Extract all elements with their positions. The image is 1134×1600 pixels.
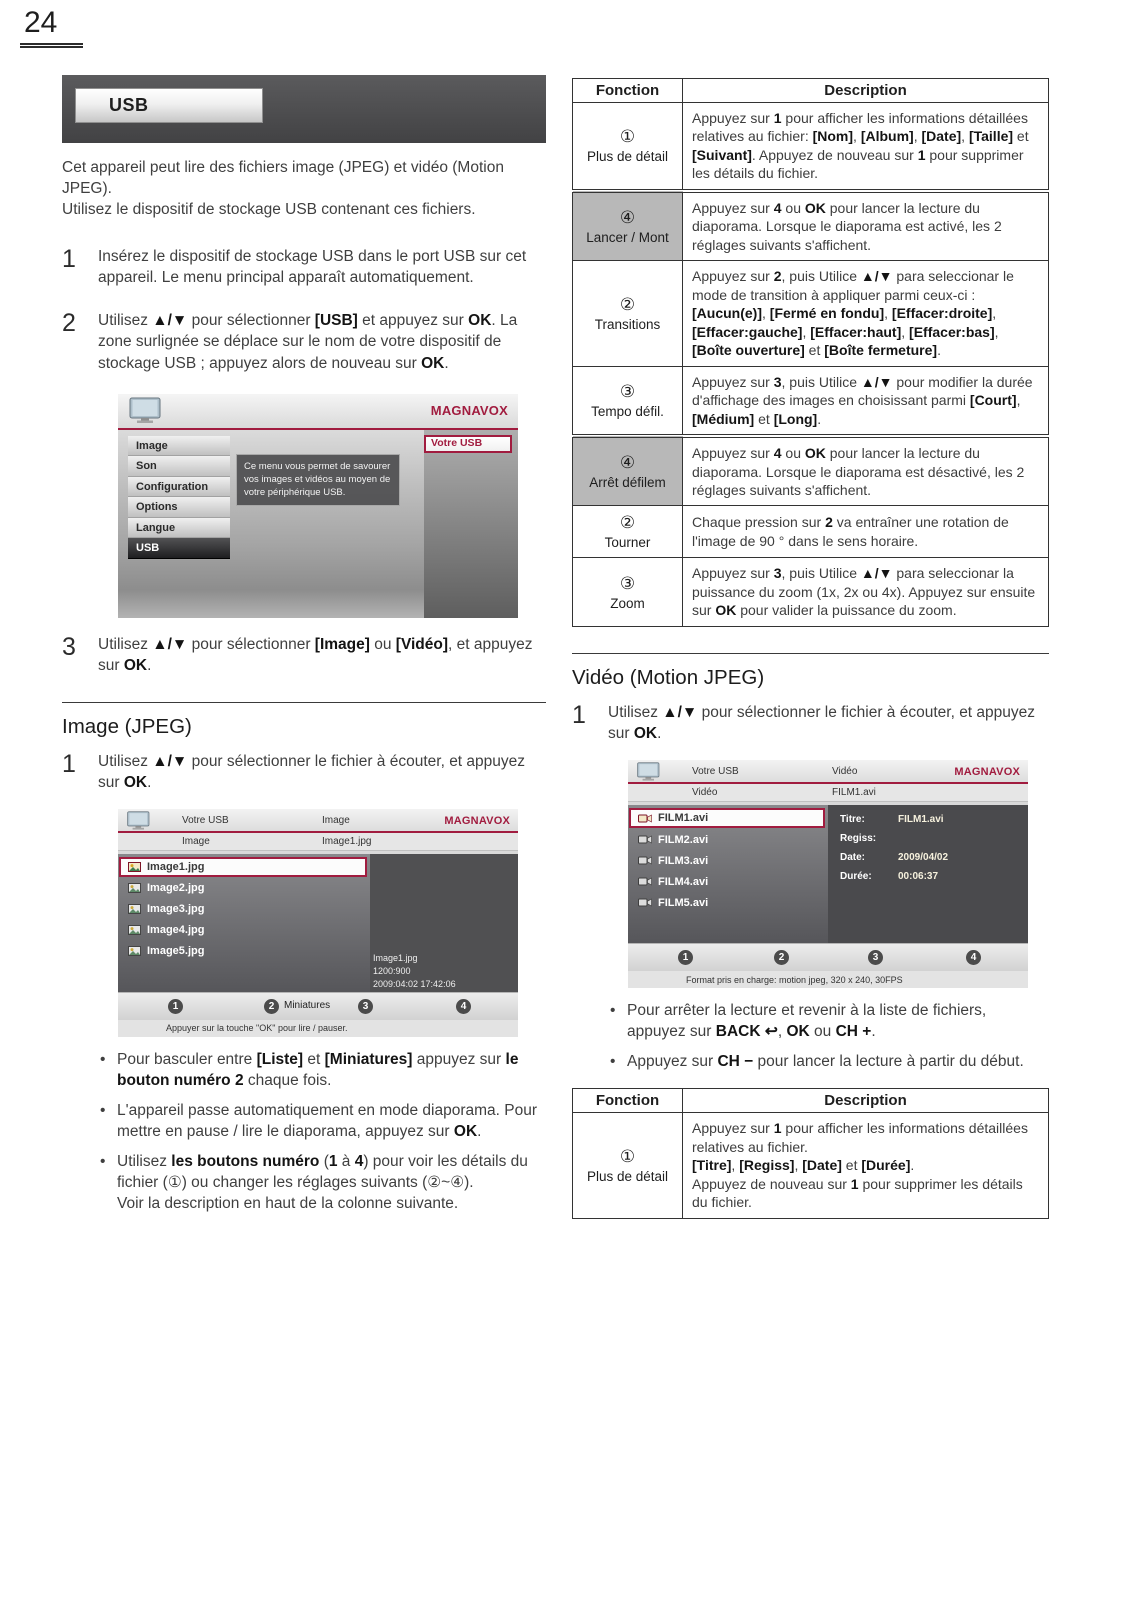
key-3-badge: 3 bbox=[868, 950, 883, 965]
bullet-marker bbox=[610, 1000, 627, 1042]
function-cell bbox=[573, 1113, 683, 1218]
browser-body bbox=[118, 854, 518, 992]
step-3 bbox=[62, 634, 546, 676]
bullet-marker bbox=[610, 1051, 627, 1072]
function-label: Transitions bbox=[594, 316, 661, 332]
usb-section-banner bbox=[62, 75, 546, 143]
photo-preview-info bbox=[373, 952, 506, 991]
info-value: 2009/04/02 bbox=[898, 852, 949, 863]
image-bullet-list bbox=[62, 1049, 546, 1215]
key-4-badge: 4 bbox=[456, 999, 471, 1014]
menu-item-usb-selected: USB bbox=[128, 538, 230, 559]
function-cell bbox=[573, 366, 683, 436]
tv-main-menu-list bbox=[128, 436, 230, 559]
video-step-1 bbox=[572, 702, 1049, 744]
tv-screenshot-image-browser bbox=[118, 809, 518, 1037]
info-label: Date: bbox=[840, 852, 866, 863]
function-cell bbox=[573, 103, 683, 191]
key-1-badge: 1 bbox=[678, 950, 693, 965]
key-3-badge: 3 bbox=[358, 999, 373, 1014]
preview-resolution: 1200:900 bbox=[373, 965, 411, 976]
circled-number: ① bbox=[619, 1146, 636, 1166]
image-function-table bbox=[572, 78, 1049, 627]
usb-tooltip: Ce menu vous permet de savourer vos images et vidéos au moyen de votre périphérique USB. bbox=[236, 454, 400, 506]
image-step-1 bbox=[62, 751, 546, 793]
info-row bbox=[840, 814, 1020, 825]
column-header-fonction: Fonction bbox=[573, 79, 683, 103]
video-info-panel bbox=[828, 805, 1028, 943]
function-cell bbox=[573, 506, 683, 558]
bullet-marker bbox=[100, 1049, 117, 1091]
bullet-marker bbox=[100, 1151, 117, 1214]
tv-screenshot-main-menu bbox=[118, 394, 518, 618]
description-cell: Chaque pression sur 2 va entraîner une rotation de l'image de 90 ° dans le sens horaire. bbox=[683, 506, 1049, 558]
category-label: Image bbox=[322, 814, 350, 826]
tv-right-panel bbox=[424, 430, 518, 618]
preview-date: 2009:04:02 17:42:06 bbox=[373, 979, 456, 990]
browser-breadcrumb bbox=[118, 833, 518, 851]
video-file-icon bbox=[638, 856, 652, 865]
step-number: 3 bbox=[62, 632, 76, 661]
file-row bbox=[118, 941, 370, 962]
photo-file-icon bbox=[128, 862, 141, 872]
preview-filename: Image1.jpg bbox=[373, 952, 418, 963]
circled-number: ③ bbox=[619, 381, 636, 401]
description-cell: Appuyez sur 1 pour afficher les informations détaillées relatives au fichier. [Titre], [Regiss], [Date] et [Durée]. Appuyez de nouveau sur 1 pour supprimer les détails du fichier. bbox=[683, 1113, 1049, 1218]
step-number: 2 bbox=[62, 309, 76, 338]
bullet-text: Pour basculer entre [Liste] et [Miniatures] appuyez sur le bouton numéro 2 chaque fois. bbox=[117, 1050, 519, 1090]
file-row bbox=[628, 871, 828, 892]
usb-device-badge: Votre USB bbox=[424, 435, 512, 453]
video-bullet-list bbox=[572, 1000, 1049, 1072]
circled-number: ③ bbox=[619, 573, 636, 593]
description-cell: Appuyez sur 3, puis Utilice ▲/▼ pour modifier la durée d'affichage des images en choisissant parmi [Court], [Médium] et [Long]. bbox=[683, 366, 1049, 436]
bullet-text: Pour arrêter la lecture et revenir à la liste de fichiers, appuyez sur BACK ↩, OK ou CH +. bbox=[627, 1002, 987, 1041]
file-name: Image5.jpg bbox=[147, 945, 205, 958]
bullet-item bbox=[100, 1151, 546, 1214]
file-list bbox=[118, 854, 370, 992]
function-cell bbox=[573, 191, 683, 261]
photo-file-icon bbox=[128, 946, 141, 956]
browser-hint-text: Format pris en charge: motion jpeg, 320 x 240, 30FPS bbox=[628, 971, 1028, 988]
table-row bbox=[573, 191, 1049, 261]
file-row bbox=[628, 829, 828, 850]
function-label: Plus de détail bbox=[586, 1168, 669, 1184]
file-list bbox=[628, 805, 828, 943]
step-number: 1 bbox=[62, 245, 76, 274]
section-divider bbox=[62, 702, 546, 703]
key-2-badge: 2 bbox=[264, 999, 279, 1014]
file-name: FILM1.avi bbox=[658, 812, 709, 824]
menu-item-options: Options bbox=[128, 497, 230, 518]
function-cell bbox=[573, 261, 683, 366]
usb-intro-text: Cet appareil peut lire des fichiers image (JPEG) et vidéo (Motion JPEG). Utilisez le dispositif de stockage USB contenant ces fichiers. bbox=[62, 159, 504, 219]
function-label: Tourner bbox=[604, 535, 651, 551]
info-row bbox=[840, 833, 1020, 844]
info-value: FILM1.avi bbox=[898, 814, 944, 825]
file-row bbox=[118, 878, 370, 899]
number-key-bar bbox=[118, 992, 518, 1020]
bullet-item bbox=[100, 1049, 546, 1091]
circled-number: ① bbox=[619, 127, 636, 147]
video-file-icon bbox=[638, 814, 652, 823]
key-4-badge: 4 bbox=[966, 950, 981, 965]
table-header-row bbox=[573, 1089, 1049, 1113]
video-file-icon bbox=[638, 835, 652, 844]
bullet-item bbox=[100, 1100, 546, 1142]
left-column bbox=[62, 75, 546, 1223]
column-header-fonction: Fonction bbox=[573, 1089, 683, 1113]
menu-item-langue: Langue bbox=[128, 518, 230, 539]
video-section-heading: Vidéo (Motion JPEG) bbox=[572, 665, 765, 689]
image-section-heading: Image (JPEG) bbox=[62, 714, 192, 738]
browser-header bbox=[628, 760, 1028, 784]
right-column bbox=[572, 78, 1049, 1219]
step-text: Utilisez ▲/▼ pour sélectionner [USB] et appuyez sur OK. La zone surlignée se déplace sur le nom de votre dispositif de stockage USB ; appuyez alors de nouveau sur OK. bbox=[98, 312, 518, 372]
browser-hint-text: Appuyer sur la touche "OK" pour lire / pauser. bbox=[118, 1020, 518, 1037]
info-label: Durée: bbox=[840, 871, 872, 882]
file-name: FILM2.avi bbox=[658, 833, 709, 846]
table-row bbox=[573, 261, 1049, 366]
menu-item-configuration: Configuration bbox=[128, 477, 230, 498]
step-1 bbox=[62, 246, 546, 288]
table-row bbox=[573, 103, 1049, 191]
key-2-badge: 2 bbox=[774, 950, 789, 965]
step-number: 1 bbox=[62, 749, 76, 778]
photo-preview bbox=[372, 867, 506, 947]
browser-header bbox=[118, 809, 518, 833]
source-label: Votre USB bbox=[182, 814, 229, 826]
bullet-text: Appuyez sur CH − pour lancer la lecture à partir du début. bbox=[627, 1053, 1024, 1071]
video-function-table bbox=[572, 1088, 1049, 1218]
bullet-marker bbox=[100, 1100, 117, 1142]
video-file-icon bbox=[638, 898, 652, 907]
table-header-row bbox=[573, 79, 1049, 103]
photo-file-icon bbox=[128, 883, 141, 893]
browser-body bbox=[628, 805, 1028, 943]
magnavox-logo: MAGNAVOX bbox=[954, 766, 1020, 778]
file-name: FILM4.avi bbox=[658, 875, 709, 888]
function-label: Zoom bbox=[610, 595, 645, 611]
monitor-icon bbox=[128, 397, 164, 425]
menu-item-image: Image bbox=[128, 436, 230, 457]
usb-section-title: USB bbox=[75, 88, 263, 123]
table-row bbox=[573, 1113, 1049, 1218]
file-row bbox=[628, 850, 828, 871]
function-cell bbox=[573, 436, 683, 506]
number-key-bar bbox=[628, 943, 1028, 971]
browser-breadcrumb bbox=[628, 784, 1028, 802]
table-row bbox=[573, 436, 1049, 506]
file-name: Image1.jpg bbox=[147, 860, 205, 873]
info-label: Titre: bbox=[840, 814, 865, 825]
menu-item-son: Son bbox=[128, 456, 230, 477]
info-value: 00:06:37 bbox=[898, 871, 939, 882]
info-row bbox=[840, 852, 1020, 863]
file-name: FILM3.avi bbox=[658, 854, 709, 867]
bullet-item bbox=[610, 1000, 1049, 1042]
function-label: Plus de détail bbox=[586, 149, 669, 165]
file-row-selected bbox=[629, 808, 825, 828]
key-2-label: Miniatures bbox=[284, 999, 331, 1011]
description-cell: Appuyez sur 2, puis Utilice ▲/▼ para seleccionar le mode de transition à appliquer parmi ceux-ci : [Aucun(e)], [Fermé en fondu], [Effacer:droite], [Effacer:gauche], [Effacer:haut], [Effacer:bas], [Boîte ouverture] et [Boîte fermeture]. bbox=[683, 261, 1049, 366]
description-cell: Appuyez sur 4 ou OK pour lancer la lecture du diaporama. Lorsque le diaporama est désactivé, les 2 réglages suivants s'affichent. bbox=[683, 436, 1049, 506]
bullet-text: L'appareil passe automatiquement en mode diaporama. Pour mettre en pause / lire le diaporama, appuyez sur OK. bbox=[117, 1102, 537, 1141]
preview-panel bbox=[370, 854, 518, 992]
step-text: Insérez le dispositif de stockage USB dans le port USB sur cet appareil. Le menu principal apparaît automatiquement. bbox=[98, 248, 527, 287]
breadcrumb-file: Image1.jpg bbox=[322, 835, 372, 847]
column-header-description: Description bbox=[683, 79, 1049, 103]
step-text: Utilisez ▲/▼ pour sélectionner le fichier à écouter, et appuyez sur OK. bbox=[608, 703, 1036, 742]
step-text: Utilisez ▲/▼ pour sélectionner [Image] ou [Vidéo], et appuyez sur OK. bbox=[98, 635, 533, 674]
bullet-item bbox=[610, 1051, 1049, 1072]
description-cell: Appuyez sur 3, puis Utilice ▲/▼ para seleccionar la puissance du zoom (1x, 2x ou 4x). Appuyez sur ensuite sur OK pour valider la puissance du zoom. bbox=[683, 558, 1049, 626]
magnavox-logo: MAGNAVOX bbox=[444, 814, 510, 827]
circled-number: ④ bbox=[619, 453, 636, 473]
step-2 bbox=[62, 310, 546, 373]
page-number-text: 24 bbox=[20, 6, 83, 48]
photo-file-icon bbox=[128, 904, 141, 914]
file-row-selected bbox=[119, 857, 367, 877]
circled-number: ② bbox=[619, 513, 636, 533]
breadcrumb-file: FILM1.avi bbox=[832, 787, 876, 798]
file-name: Image4.jpg bbox=[147, 924, 205, 937]
table-row bbox=[573, 366, 1049, 436]
table-row bbox=[573, 506, 1049, 558]
function-label: Arrêt défilem bbox=[589, 475, 666, 491]
circled-number: ② bbox=[619, 294, 636, 314]
video-file-icon bbox=[638, 877, 652, 886]
file-name: Image3.jpg bbox=[147, 903, 205, 916]
photo-file-icon bbox=[128, 925, 141, 935]
tv-screenshot-video-browser bbox=[628, 760, 1028, 988]
info-row bbox=[840, 871, 1020, 882]
key-1-badge: 1 bbox=[168, 999, 183, 1014]
monitor-icon bbox=[126, 811, 152, 831]
function-cell bbox=[573, 558, 683, 626]
file-name: FILM5.avi bbox=[658, 896, 709, 909]
table-row bbox=[573, 558, 1049, 626]
info-label: Regiss: bbox=[840, 833, 877, 844]
section-divider bbox=[572, 653, 1049, 654]
file-row bbox=[118, 920, 370, 941]
function-label: Tempo défil. bbox=[591, 403, 664, 419]
breadcrumb-folder: Image bbox=[182, 835, 210, 847]
breadcrumb-folder: Vidéo bbox=[692, 787, 718, 798]
step-text: Utilisez ▲/▼ pour sélectionner le fichier à écouter, et appuyez sur OK. bbox=[98, 752, 526, 791]
bullet-text: Utilisez les boutons numéro (1 à 4) pour voir les détails du fichier (①) ou changer les réglages suivants (②~④). Voir la description en haut de la colonne suivante. bbox=[117, 1153, 528, 1213]
file-name: Image2.jpg bbox=[147, 882, 205, 895]
file-row bbox=[118, 899, 370, 920]
magnavox-logo: MAGNAVOX bbox=[430, 402, 508, 418]
brand-red-line bbox=[118, 428, 518, 430]
source-label: Votre USB bbox=[692, 766, 739, 777]
circled-number: ④ bbox=[619, 208, 636, 228]
column-header-description: Description bbox=[683, 1089, 1049, 1113]
description-cell: Appuyez sur 4 ou OK pour lancer la lecture du diaporama. Lorsque le diaporama est activé, les 2 réglages suivants s'affichent. bbox=[683, 191, 1049, 261]
function-label: Lancer / Mont bbox=[586, 230, 669, 246]
file-row bbox=[628, 892, 828, 913]
monitor-icon bbox=[636, 762, 662, 782]
page-number bbox=[20, 6, 83, 48]
step-number: 1 bbox=[572, 700, 586, 729]
description-cell: Appuyez sur 1 pour afficher les informations détaillées relatives au fichier: [Nom], [Album], [Date], [Taille] et [Suivant]. Appuyez de nouveau sur 1 pour supprimer les détails du fichier. bbox=[683, 103, 1049, 191]
category-label: Vidéo bbox=[832, 766, 858, 777]
